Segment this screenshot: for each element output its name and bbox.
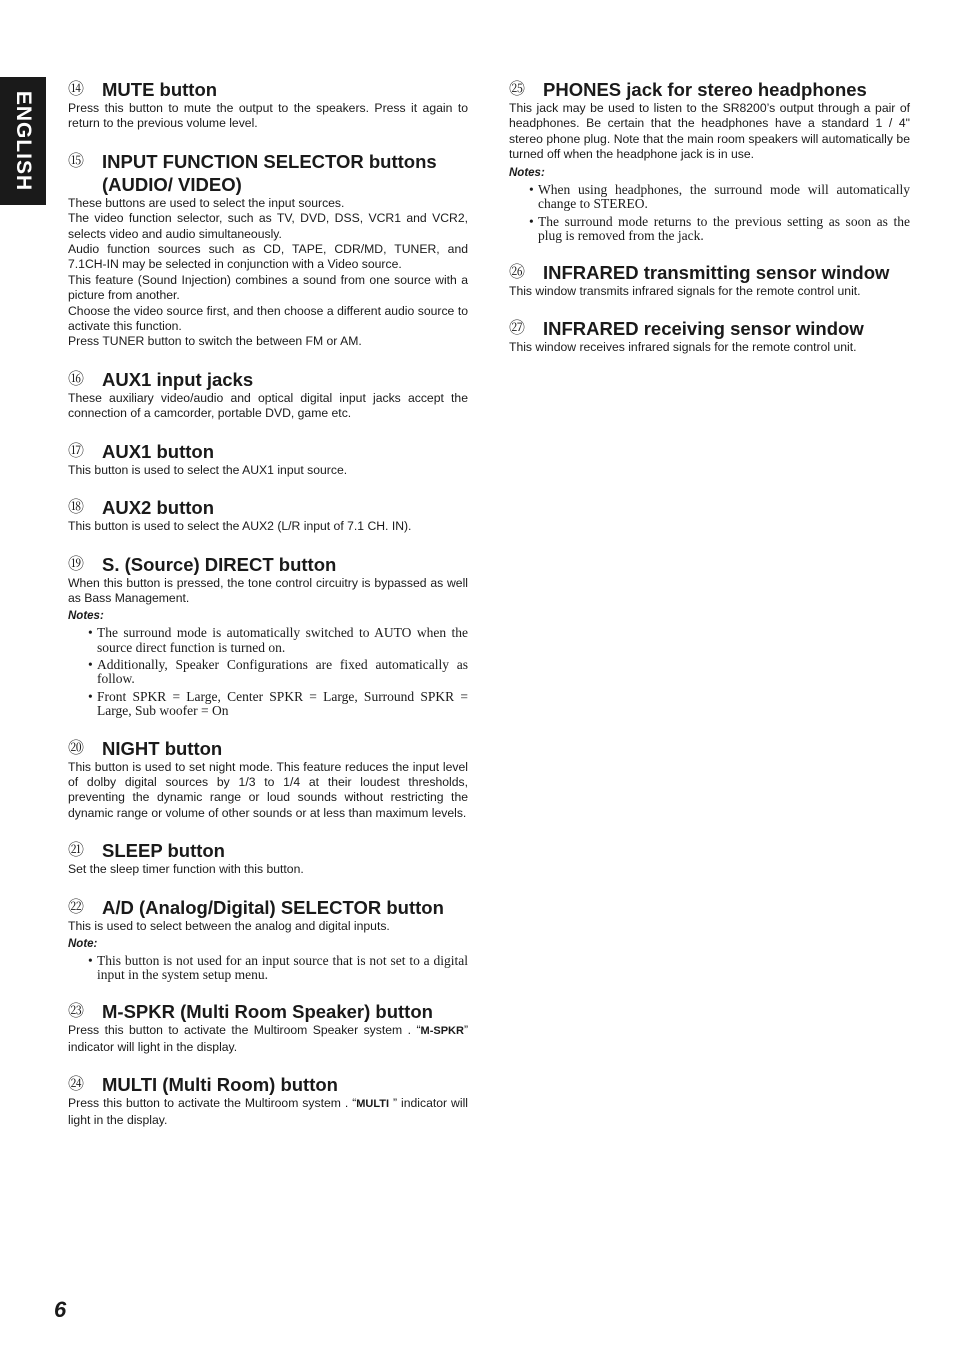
section-text — [68, 1023, 468, 1055]
section-number: ⑳ — [68, 739, 85, 757]
section-text: The video function selector, such as TV, DVD, DSS, VCR1 and VCR2, selects video and audio simultaneously. — [68, 211, 468, 241]
section-heading — [509, 317, 910, 340]
section-heading — [68, 553, 468, 576]
section-ad-selector-button — [68, 896, 468, 983]
section-title: PHONES jack for stereo headphones — [543, 79, 867, 100]
note-item: • Front SPKR = Large, Center SPKR = Large, Surround SPKR = Large, Sub woofer = On — [88, 690, 468, 718]
section-aux1-input-jacks — [68, 368, 468, 422]
section-number: ㉓ — [68, 1003, 85, 1021]
section-title: SLEEP button — [102, 840, 225, 862]
section-number: ㉗ — [509, 320, 526, 338]
section-title: S. (Source) DIRECT button — [102, 553, 337, 575]
section-mute-button — [68, 78, 468, 132]
section-text: These auxiliary video/audio and optical digital input jacks accept the connection of a camcorder, portable DVD, game etc. — [68, 390, 468, 421]
section-text: This button is used to set night mode. This feature reduces the input level of dolby digital sources by 1/3 to 1/4 at their loudest thresholds, preventing the dynamic range or loud sounds without restricting the dynamic range or volume of other sounds or at less than maximum levels. — [68, 759, 468, 820]
language-tab-label: ENGLISH — [12, 90, 35, 192]
section-heading — [509, 261, 910, 284]
section-text: Choose the video source first, and then choose a different audio source to activate this function. — [68, 303, 468, 334]
section-text: This button is used to select the AUX1 input source. — [68, 462, 348, 477]
section-aux1-button — [68, 440, 468, 478]
section-number: ⑰ — [68, 442, 85, 460]
section-title: AUX1 input jacks — [102, 368, 254, 390]
section-heading — [68, 440, 468, 463]
section-night-button — [68, 737, 468, 822]
section-heading — [68, 496, 468, 519]
note-item: • The surround mode is automatically switched to AUTO when the source direct function is turned on. — [88, 626, 468, 654]
section-heading — [68, 150, 468, 196]
section-title: NIGHT button — [102, 737, 223, 759]
note-item: • This button is not used for an input source that is not set to a digital input in the system setup menu. — [88, 954, 468, 982]
section-multi-button — [68, 1073, 468, 1128]
section-heading — [68, 839, 468, 862]
notes-list — [68, 954, 468, 982]
section-number: ㉖ — [509, 263, 526, 281]
section-number: ⑲ — [68, 555, 85, 573]
section-title: A/D (Analog/Digital) SELECTOR button — [102, 896, 444, 918]
text-run: ” indicator will light in the display. — [68, 1023, 468, 1054]
section-number: ㉑ — [68, 842, 85, 860]
notes-list — [509, 183, 910, 243]
section-text: This jack may be used to listen to the SR8200’s output through a pair of headphones. Be certain that the headphones have a standard 1 / 4" stereo phone plug. Note that the main room speakers will automatically be turned off when the headphone jack is in use. — [509, 101, 910, 162]
left-column — [68, 78, 468, 1146]
section-heading — [68, 896, 468, 919]
section-number: ⑱ — [68, 499, 85, 517]
section-title: AUX2 button — [102, 497, 215, 519]
note-item: • Additionally, Speaker Configurations are fixed automatically as follow. — [88, 658, 468, 686]
section-input-function-selector — [68, 150, 468, 350]
section-source-direct-button — [68, 553, 468, 719]
right-column — [509, 78, 910, 374]
notes-label: Notes: — [509, 166, 545, 179]
page-number: 6 — [54, 1297, 67, 1322]
section-number: ㉒ — [68, 898, 85, 916]
section-text: This feature (Sound Injection) combines a sound from one source with a picture from another. — [68, 272, 468, 303]
section-title: MULTI (Multi Room) button — [102, 1074, 338, 1096]
section-text: Press TUNER button to switch the between FM or AM. — [68, 334, 362, 349]
section-heading — [68, 1073, 468, 1096]
section-text: When this button is pressed, the tone control circuitry is bypassed as well as Bass Management. — [68, 575, 468, 605]
section-title: INFRARED transmitting sensor window — [543, 261, 890, 283]
section-title: INPUT FUNCTION SELECTOR buttons (AUDIO/ VIDEO) — [102, 150, 437, 195]
text-run: ” indicator will light in the display. — [68, 1096, 468, 1127]
section-ir-transmitting-window — [509, 261, 910, 299]
section-phones-jack — [509, 78, 910, 243]
indicator-name: M-SPKR — [420, 1025, 464, 1038]
indicator-name: MULTI — [356, 1098, 390, 1111]
section-title: MUTE button — [102, 79, 218, 100]
section-text: This window receives infrared signals for the remote control unit. — [509, 340, 857, 355]
section-m-spkr-button — [68, 1000, 468, 1055]
section-number: ⑮ — [68, 152, 85, 170]
language-tab — [0, 77, 46, 205]
section-aux2-button — [68, 496, 468, 534]
section-number: ⑯ — [68, 370, 85, 388]
section-number: ⑭ — [68, 81, 85, 98]
section-heading — [68, 368, 468, 391]
note-item: • The surround mode returns to the previous setting as soon as the plug is removed from the jack. — [529, 215, 910, 243]
notes-list — [68, 626, 468, 718]
section-text: These buttons are used to select the input sources. — [68, 195, 345, 210]
section-text: This is used to select between the analog and digital inputs. — [68, 918, 390, 933]
section-text — [68, 1096, 468, 1128]
notes-label: Note: — [68, 937, 98, 950]
section-text: Set the sleep timer function with this button. — [68, 862, 304, 877]
note-item: • When using headphones, the surround mode will automatically change to STEREO. — [529, 183, 910, 211]
section-text: This button is used to select the AUX2 (L/R input of 7.1 CH. IN). — [68, 519, 412, 534]
notes-label: Notes: — [68, 610, 104, 623]
text-run: Press this button to activate the Multiroom Speaker system . “ — [68, 1023, 421, 1038]
section-heading — [68, 78, 468, 101]
text-run: Press this button to activate the Multiroom system . “ — [68, 1096, 357, 1111]
section-sleep-button — [68, 839, 468, 877]
section-title: AUX1 button — [102, 440, 215, 462]
section-ir-receiving-window — [509, 317, 910, 355]
section-number: ㉕ — [509, 81, 526, 98]
section-text: Audio function sources such as CD, TAPE, CDR/MD, TUNER, and 7.1CH-IN may be selected in conjunction with a Video source. — [68, 242, 468, 272]
section-heading — [509, 78, 910, 101]
section-heading — [68, 737, 468, 760]
section-text: This window transmits infrared signals for the remote control unit. — [509, 283, 861, 298]
section-number: ㉔ — [68, 1076, 85, 1094]
section-title: M-SPKR (Multi Room Speaker) button — [102, 1001, 433, 1023]
section-text: Press this button to mute the output to the speakers. Press it again to return to the previous volume level. — [68, 101, 468, 131]
section-title: INFRARED receiving sensor window — [543, 318, 864, 340]
section-heading — [68, 1000, 468, 1023]
